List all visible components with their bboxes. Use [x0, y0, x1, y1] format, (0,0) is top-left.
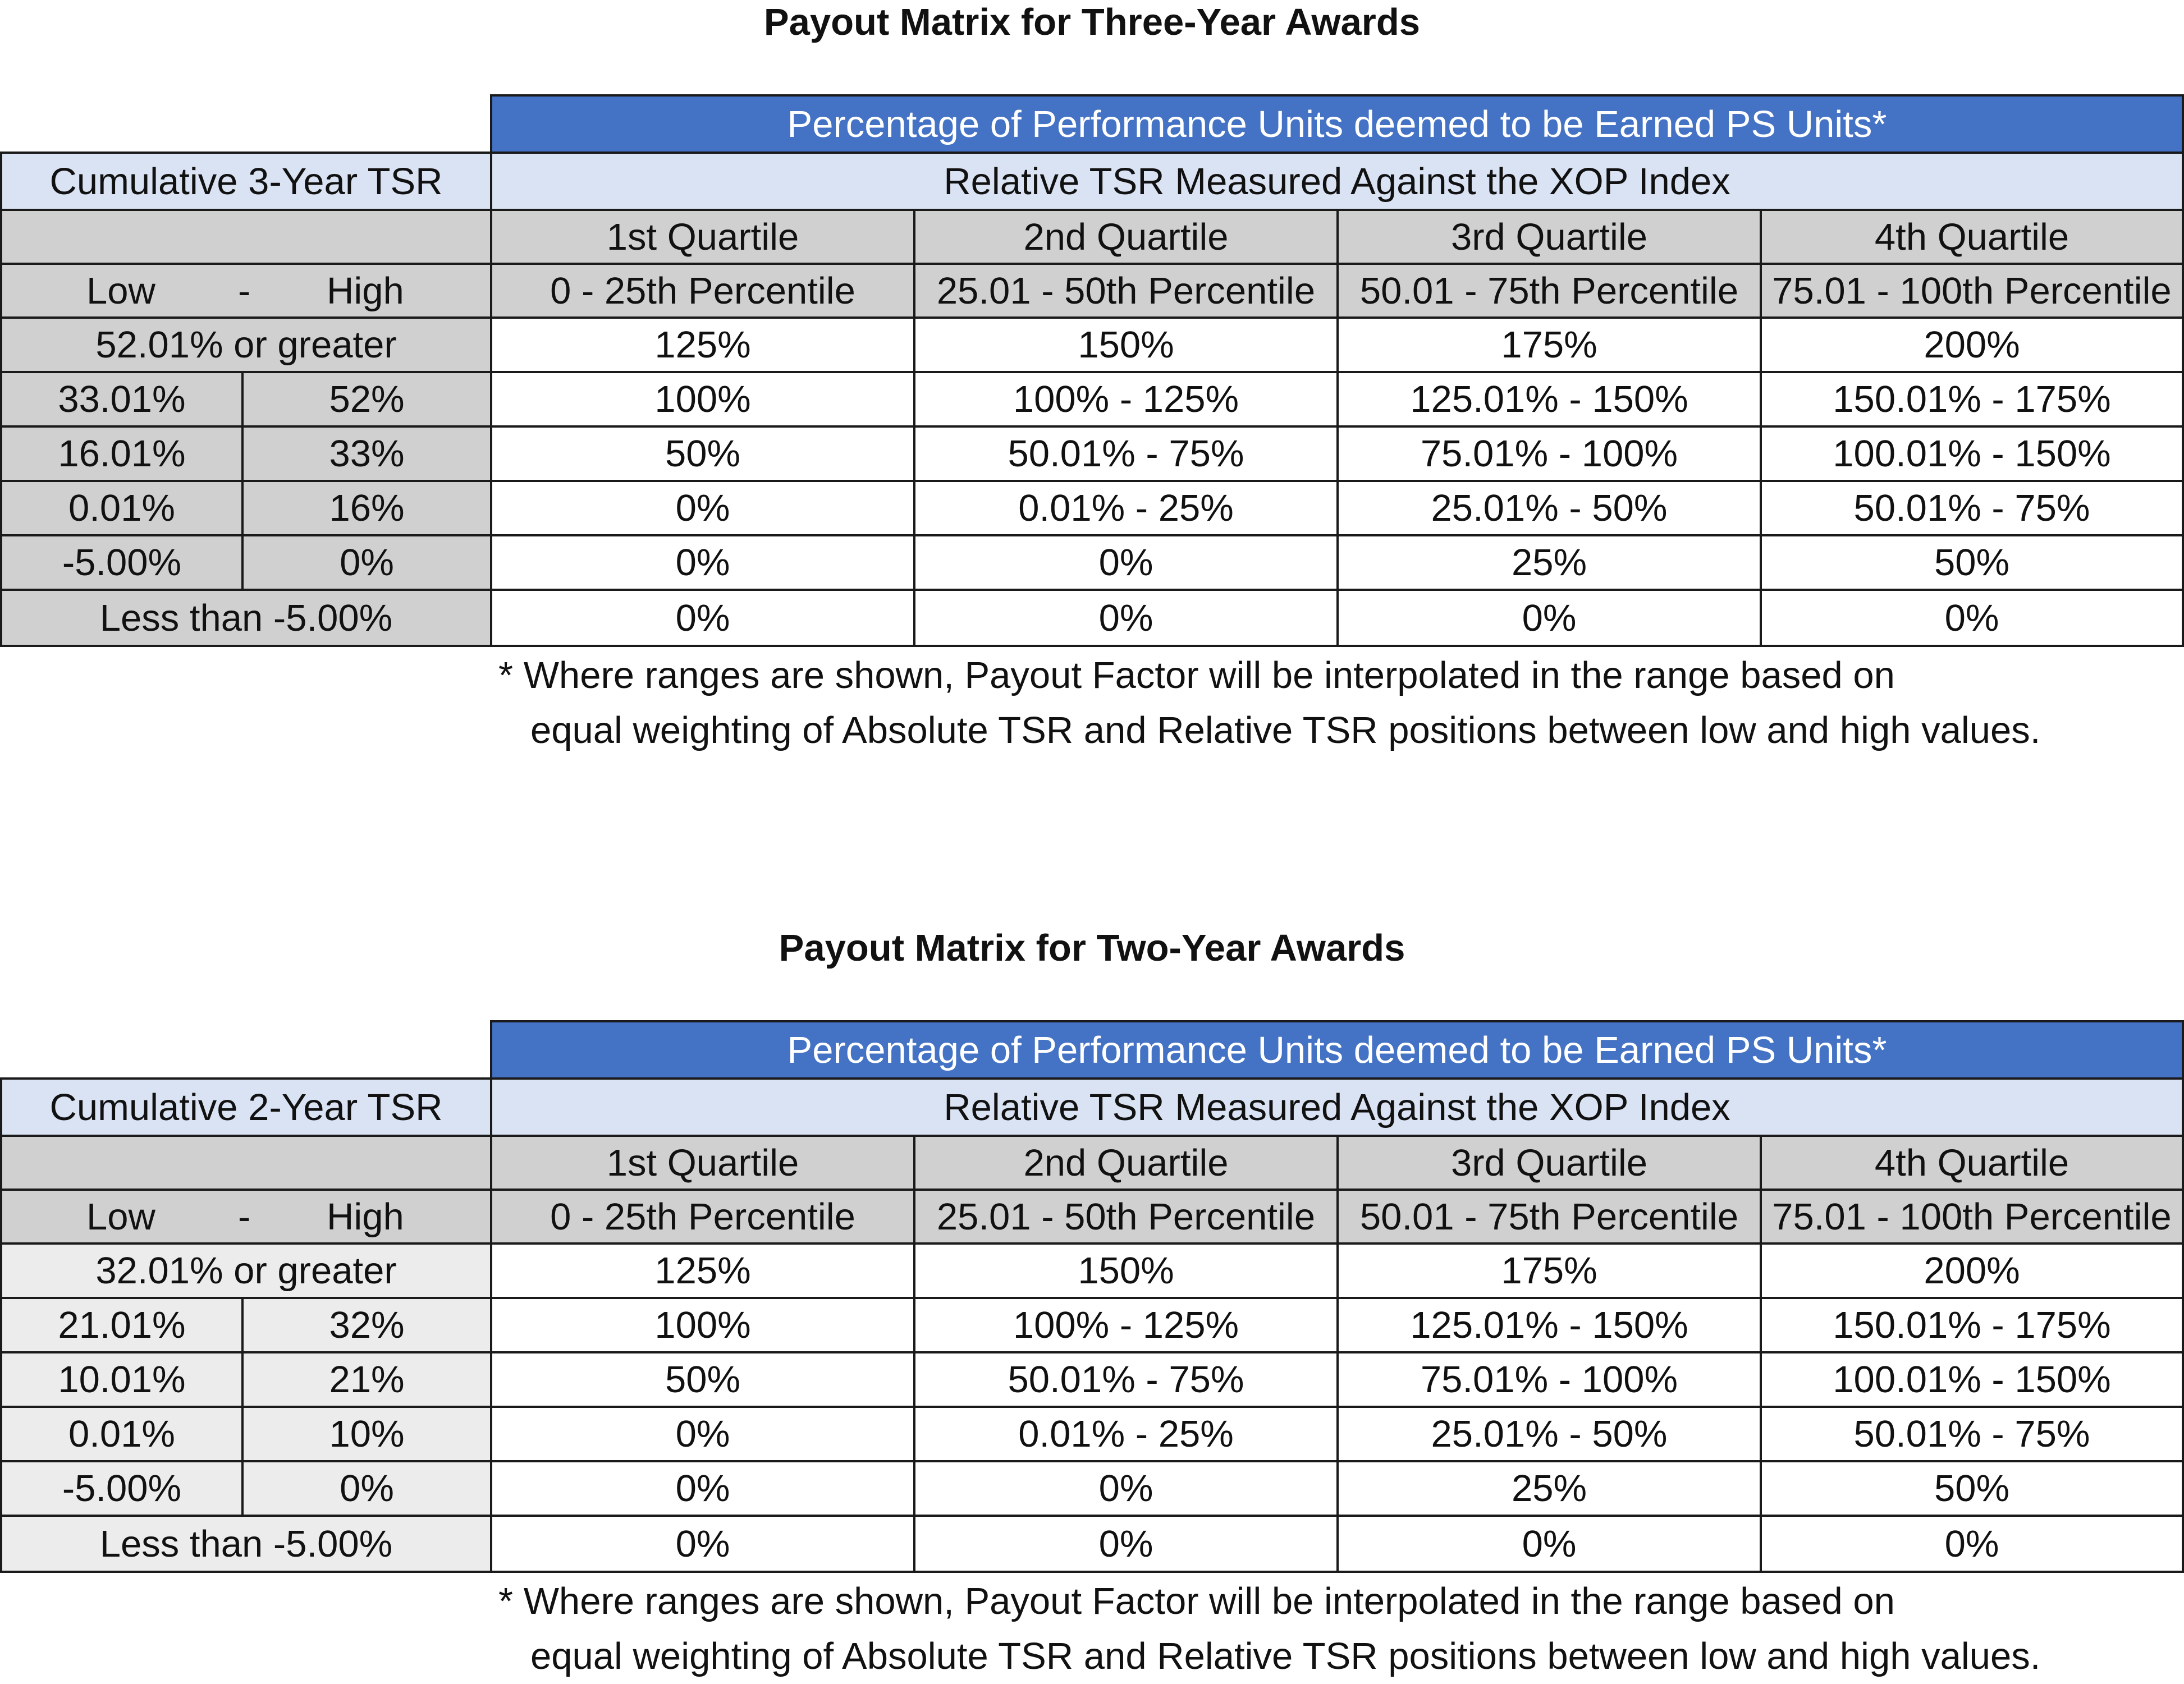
payout-cell: 175%	[1336, 316, 1762, 373]
quartile-header: 3rd Quartile	[1336, 1135, 1762, 1191]
tsr-high-cell: 33%	[241, 425, 492, 482]
percentile-header: 0 - 25th Percentile	[490, 1189, 915, 1245]
payout-cell: 100% - 125%	[913, 371, 1339, 428]
tsr-low-cell: 0.01%	[0, 480, 244, 536]
payout-cell: 0%	[1760, 589, 2184, 647]
payout-cell: 100%	[490, 371, 915, 428]
payout-cell: 0.01% - 25%	[913, 480, 1339, 536]
payout-cell: 100.01% - 150%	[1760, 425, 2184, 482]
payout-cell: 25.01% - 50%	[1336, 1406, 1762, 1462]
payout-cell: 0%	[490, 1515, 915, 1573]
payout-cell: 0%	[490, 480, 915, 536]
payout-cell: 50%	[490, 425, 915, 482]
payout-cell: 125.01% - 150%	[1336, 1297, 1762, 1353]
tsr-range-cell: Less than -5.00%	[0, 1515, 492, 1573]
blank-header-cell	[0, 209, 492, 265]
footnote-line-2: equal weighting of Absolute TSR and Relative TSR positions between low and high values.	[530, 709, 2041, 751]
low-label: Low	[86, 1195, 155, 1238]
quartile-header: 2nd Quartile	[913, 1135, 1339, 1191]
payout-cell: 25.01% - 50%	[1336, 480, 1762, 536]
payout-cell: 150%	[913, 316, 1339, 373]
tsr-high-cell: 52%	[241, 371, 492, 428]
percentile-header: 0 - 25th Percentile	[490, 263, 915, 319]
tsr-range-cell: Less than -5.00%	[0, 589, 492, 647]
payout-cell: 0%	[490, 1406, 915, 1462]
payout-cell: 50%	[490, 1351, 915, 1408]
payout-cell: 0%	[913, 589, 1339, 647]
payout-cell: 50.01% - 75%	[913, 425, 1339, 482]
payout-cell: 0%	[1336, 589, 1762, 647]
matrix-title: Payout Matrix for Two-Year Awards	[779, 927, 1405, 969]
payout-cell: 175%	[1336, 1242, 1762, 1299]
payout-cell: 50%	[1760, 1460, 2184, 1517]
footnote-line-1: * Where ranges are shown, Payout Factor will be interpolated in the range based on	[498, 654, 1895, 696]
payout-cell: 0.01% - 25%	[913, 1406, 1339, 1462]
payout-cell: 200%	[1760, 1242, 2184, 1299]
quartile-header: 2nd Quartile	[913, 209, 1339, 265]
payout-cell: 75.01% - 100%	[1336, 1351, 1762, 1408]
payout-cell: 150.01% - 175%	[1760, 1297, 2184, 1353]
quartile-header: 3rd Quartile	[1336, 209, 1762, 265]
blank-header-cell	[0, 1135, 492, 1191]
relative-tsr-header: Relative TSR Measured Against the XOP Index	[490, 152, 2184, 211]
percentile-header: 50.01 - 75th Percentile	[1336, 263, 1762, 319]
payout-cell: 0%	[1760, 1515, 2184, 1573]
payout-cell: 25%	[1336, 534, 1762, 591]
payout-cell: 25%	[1336, 1460, 1762, 1517]
payout-cell: 150.01% - 175%	[1760, 371, 2184, 428]
payout-cell: 0%	[490, 1460, 915, 1517]
payout-cell: 75.01% - 100%	[1336, 425, 1762, 482]
quartile-header: 4th Quartile	[1760, 1135, 2184, 1191]
tsr-high-cell: 21%	[241, 1351, 492, 1408]
tsr-header: Cumulative 2-Year TSR	[0, 1077, 492, 1137]
percentile-header: 25.01 - 50th Percentile	[913, 263, 1339, 319]
percentile-header: 75.01 - 100th Percentile	[1760, 1189, 2184, 1245]
payout-cell: 50.01% - 75%	[1760, 480, 2184, 536]
tsr-low-cell: -5.00%	[0, 534, 244, 591]
tsr-high-cell: 10%	[241, 1406, 492, 1462]
quartile-header: 1st Quartile	[490, 209, 915, 265]
relative-tsr-header: Relative TSR Measured Against the XOP Index	[490, 1077, 2184, 1137]
payout-cell: 150%	[913, 1242, 1339, 1299]
footnote-line-1: * Where ranges are shown, Payout Factor will be interpolated in the range based on	[498, 1580, 1895, 1622]
percentile-header: 50.01 - 75th Percentile	[1336, 1189, 1762, 1245]
payout-cell: 0%	[490, 589, 915, 647]
banner-header: Percentage of Performance Units deemed to be Earned PS Units*	[490, 1020, 2184, 1080]
tsr-range-cell: 52.01% or greater	[0, 316, 492, 373]
high-label: High	[327, 269, 404, 312]
payout-cell: 200%	[1760, 316, 2184, 373]
quartile-header: 1st Quartile	[490, 1135, 915, 1191]
tsr-high-cell: 16%	[241, 480, 492, 536]
tsr-low-cell: 0.01%	[0, 1406, 244, 1462]
tsr-high-cell: 0%	[241, 1460, 492, 1517]
payout-cell: 100.01% - 150%	[1760, 1351, 2184, 1408]
banner-header: Percentage of Performance Units deemed to be Earned PS Units*	[490, 94, 2184, 154]
low-high-header	[0, 1189, 492, 1245]
tsr-range-cell: 32.01% or greater	[0, 1242, 492, 1299]
quartile-header: 4th Quartile	[1760, 209, 2184, 265]
payout-cell: 50.01% - 75%	[1760, 1406, 2184, 1462]
payout-cell: 50%	[1760, 534, 2184, 591]
low-label: Low	[86, 269, 155, 312]
high-label: High	[327, 1195, 404, 1238]
tsr-high-cell: 0%	[241, 534, 492, 591]
payout-cell: 125%	[490, 1242, 915, 1299]
percentile-header: 25.01 - 50th Percentile	[913, 1189, 1339, 1245]
payout-cell: 100% - 125%	[913, 1297, 1339, 1353]
payout-matrix-two-year	[0, 926, 2184, 1683]
payout-cell: 0%	[1336, 1515, 1762, 1573]
payout-cell: 0%	[913, 534, 1339, 591]
tsr-high-cell: 32%	[241, 1297, 492, 1353]
payout-cell: 125%	[490, 316, 915, 373]
tsr-low-cell: 10.01%	[0, 1351, 244, 1408]
payout-cell: 100%	[490, 1297, 915, 1353]
dash-label: -	[238, 1195, 251, 1238]
payout-cell: 0%	[913, 1460, 1339, 1517]
tsr-low-cell: 16.01%	[0, 425, 244, 482]
payout-cell: 0%	[913, 1515, 1339, 1573]
payout-cell: 50.01% - 75%	[913, 1351, 1339, 1408]
percentile-header: 75.01 - 100th Percentile	[1760, 263, 2184, 319]
payout-cell: 0%	[490, 534, 915, 591]
low-high-header	[0, 263, 492, 319]
tsr-low-cell: 21.01%	[0, 1297, 244, 1353]
dash-label: -	[238, 269, 251, 312]
tsr-header: Cumulative 3-Year TSR	[0, 152, 492, 211]
payout-cell: 125.01% - 150%	[1336, 371, 1762, 428]
footnote-line-2: equal weighting of Absolute TSR and Relative TSR positions between low and high values.	[530, 1635, 2041, 1677]
payout-matrix-three-year	[0, 0, 2184, 786]
tsr-low-cell: 33.01%	[0, 371, 244, 428]
matrix-title: Payout Matrix for Three-Year Awards	[763, 1, 1421, 43]
tsr-low-cell: -5.00%	[0, 1460, 244, 1517]
